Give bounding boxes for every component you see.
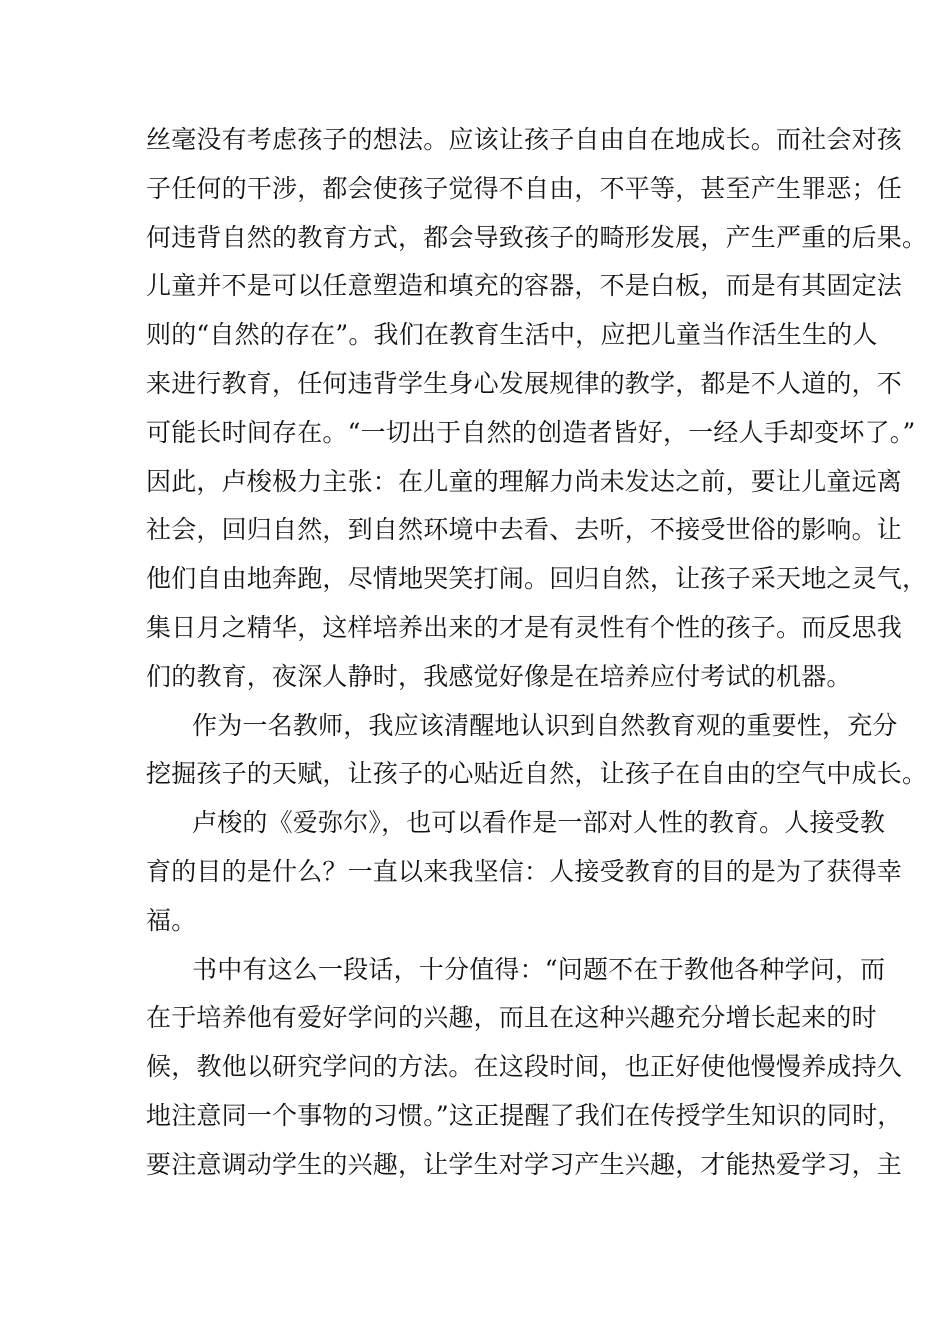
text-line: 他们自由地奔跑，尽情地哭笑打闹。回归自然，让孩子采天地之灵气，	[146, 564, 928, 594]
document-body	[146, 116, 928, 1190]
text-line: 在于培养他有爱好学问的兴趣，而且在这种兴趣充分增长起来的时	[146, 1003, 877, 1033]
text-line: 候，教他以研究学问的方法。在这段时间，也正好使他慢慢养成持久	[146, 1052, 903, 1082]
text-line: 何违背自然的教育方式，都会导致孩子的畸形发展，产生严重的后果。	[146, 222, 928, 252]
text-line: 集日月之精华，这样培养出来的才是有灵性有个性的孩子。而反思我	[146, 612, 903, 642]
paragraph-first-line: 作为一名教师，我应该清醒地认识到自然教育观的重要性，充分	[192, 710, 898, 740]
text-line: 要注意调动学生的兴趣，让学生对学习产生兴趣，才能热爱学习，主	[146, 1149, 903, 1179]
text-line: 们的教育，夜深人静时，我感觉好像是在培养应付考试的机器。	[146, 661, 852, 691]
text-line: 因此，卢梭极力主张：在儿童的理解力尚未发达之前，要让儿童远离	[146, 466, 903, 496]
text-line: 来进行教育，任何违背学生身心发展规律的教学，都是不人道的，不	[146, 368, 903, 398]
text-line: 可能长时间存在。“一切出于自然的创造者皆好，一经人手却变坏了。”	[146, 417, 916, 447]
text-line: 儿童并不是可以任意塑造和填充的容器，不是白板，而是有其固定法	[146, 271, 903, 301]
text-line: 挖掘孩子的天赋，让孩子的心贴近自然，让孩子在自由的空气中成长。	[146, 759, 928, 789]
text-line: 福。	[146, 905, 197, 935]
paragraph-first-line: 卢梭的《爱弥尔》，也可以看作是一部对人性的教育。人接受教	[192, 808, 886, 838]
text-line: 子任何的干涉，都会使孩子觉得不自由，不平等，甚至产生罪恶；任	[146, 173, 903, 203]
text-line: 地注意同一个事物的习惯。”这正提醒了我们在传授学生知识的同时，	[146, 1100, 903, 1130]
text-line: 社会，回归自然，到自然环境中去看、去听，不接受世俗的影响。让	[146, 515, 903, 545]
paragraph-first-line: 书中有这么一段话，十分值得：“问题不在于教他各种学问，而	[192, 954, 886, 984]
text-line: 则的“自然的存在”。我们在教育生活中，应把儿童当作活生生的人	[146, 320, 878, 350]
text-line: 育的目的是什么？一直以来我坚信：人接受教育的目的是为了获得幸	[146, 856, 903, 886]
text-line: 丝毫没有考虑孩子的想法。应该让孩子自由自在地成长。而社会对孩	[146, 125, 903, 154]
